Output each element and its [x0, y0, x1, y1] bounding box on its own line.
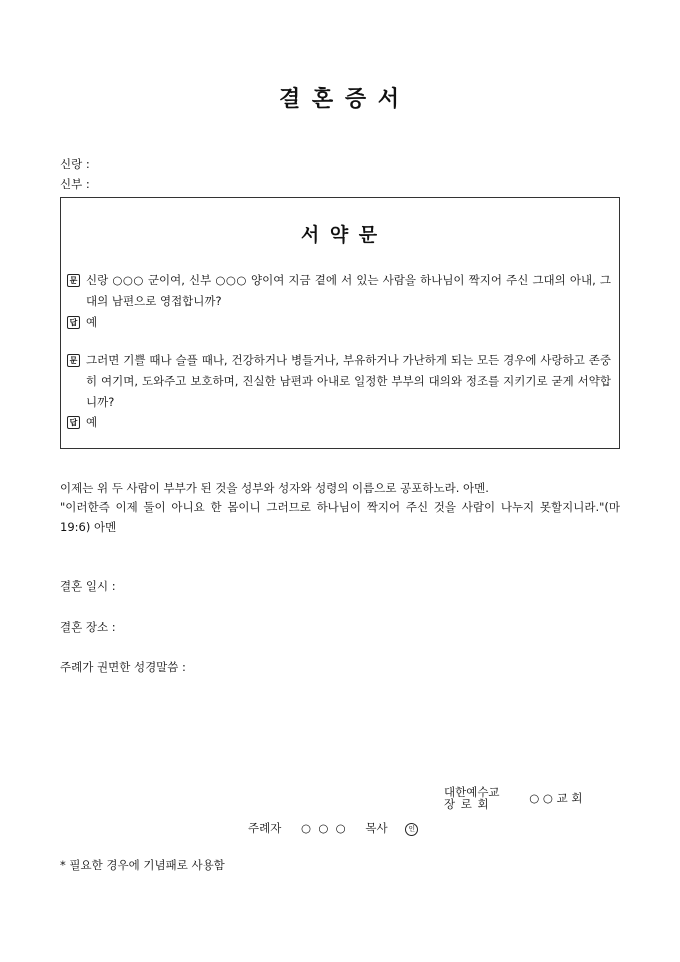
church-name: ○ ○ 교 회 [529, 791, 583, 805]
denomination-line-2: 장 로 회 [444, 797, 490, 811]
question-marker-icon: 문 [67, 274, 80, 287]
vow-question-2-text: 그러면 기쁠 때나 슬플 때나, 건강하거나 병들거나, 부유하거나 가난하게 되는 모든 경우에 사랑하고 존중히 여기며, 도와주고 보호하며, 진실한 남편과 아내로 일정한 부부의 대의와 정조를 지키기로 굳게 서약합니까? [86, 353, 611, 409]
groom-field-label: 신랑 : [60, 157, 90, 171]
wedding-date-label: 결혼 일시 : [60, 579, 116, 593]
answer-marker-icon: 답 [67, 416, 80, 429]
officiant-label: 주례자 [248, 821, 282, 835]
vow-answer-2 [67, 412, 611, 433]
bride-field-label: 신부 : [60, 177, 90, 191]
document-title: 결 혼 증 서 [279, 86, 401, 112]
answer-marker-icon: 답 [67, 316, 80, 329]
footnote: * 필요한 경우에 기념패로 사용함 [60, 858, 225, 872]
vow-question-1 [67, 270, 611, 312]
officiant-line [248, 820, 418, 836]
question-marker-icon: 문 [67, 354, 80, 367]
declaration-line-1: 이제는 위 두 사람이 부부가 된 것을 성부와 성자와 성령의 이름으로 공포하노라. 아멘. [60, 481, 489, 495]
vow-question-2 [67, 350, 611, 413]
officiant-title: 목사 [365, 821, 388, 835]
vow-question-1-text: 신랑 ○○○ 군이여, 신부 ○○○ 양이여 지금 곁에 서 있는 사람을 하나님이 짝지어 주신 그대의 아내, 그대의 남편으로 영접합니까? [86, 273, 611, 308]
denomination [444, 786, 500, 810]
declaration-scripture: "이러한즉 이제 둘이 아니요 한 몸이니 그러므로 하나님이 짝지어 주신 것을 사람이 나누지 못할지니라."(마19:6) 아멘 [60, 500, 620, 534]
vow-answer-1 [67, 312, 611, 333]
vow-answer-1-text: 예 [86, 315, 98, 329]
officiant-name: ○ ○ ○ [300, 821, 346, 835]
denomination-line-1: 대한예수교 [444, 785, 500, 799]
vow-title: 서 약 문 [300, 224, 380, 246]
church-block [444, 786, 582, 810]
vow-box [60, 197, 620, 449]
scripture-label: 주례가 권면한 성경말씀 : [60, 660, 186, 674]
vow-answer-2-text: 예 [86, 415, 98, 429]
wedding-place-label: 결혼 장소 : [60, 620, 116, 634]
seal-icon: 인 [405, 823, 418, 836]
